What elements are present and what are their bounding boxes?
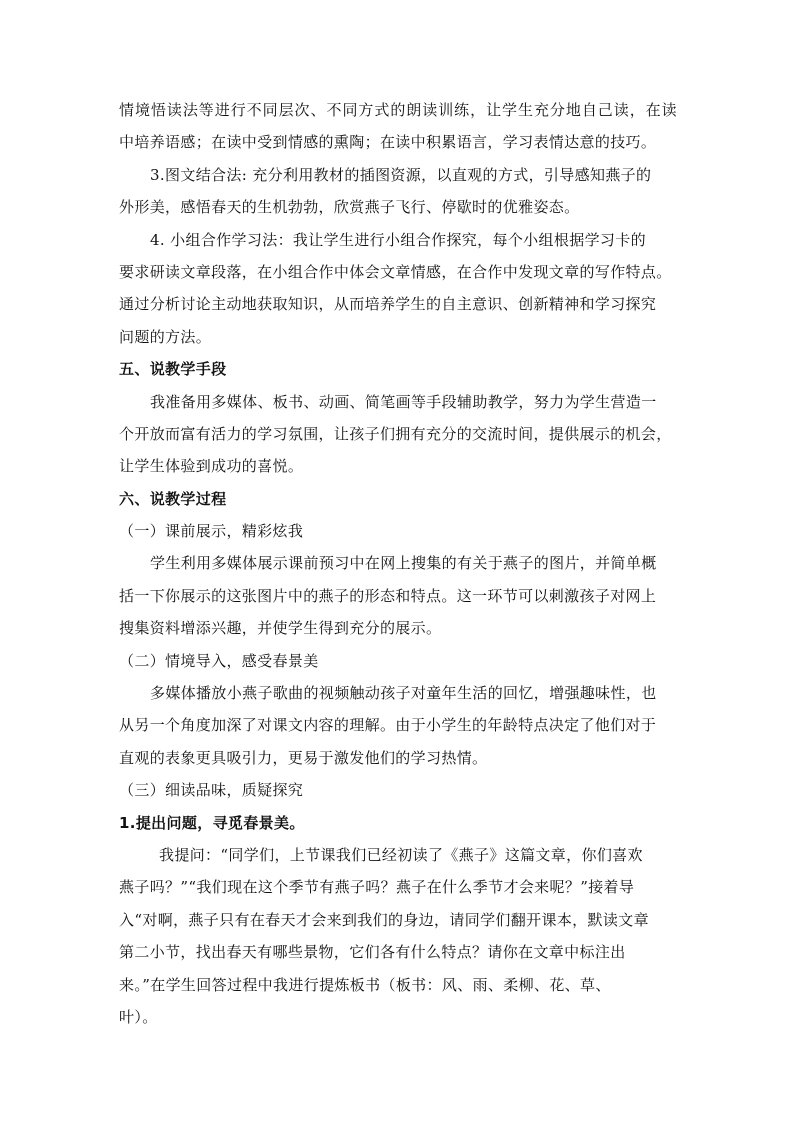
subsection-heading: （三）细读品味，质疑探究: [119, 781, 304, 800]
paragraph-line: 学生利用多媒体展示课前预习中在网上搜集的有关于燕子的图片，并简单概: [150, 554, 657, 573]
paragraph-line: 通过分析讨论主动地获取知识，从而培养学生的自主意识、创新精神和学习探究: [119, 295, 657, 314]
paragraph-line: 来。”在学生回答过程中我进行提炼板书（板书：风、雨、柔柳、花、草、: [119, 975, 611, 994]
paragraph-line: 多媒体播放小燕子歌曲的视频触动孩子对童年生活的回忆，增强趣味性，也: [150, 684, 657, 703]
paragraph-line: 要求研读文章段落，在小组合作中体会文章情感，在合作中发现文章的写作特点。: [119, 262, 672, 281]
paragraph-line: 叶）。: [119, 1007, 158, 1026]
subsection-heading: （二）情境导入，感受春景美: [119, 651, 319, 670]
paragraph-line: 括一下你展示的这张图片中的燕子的形态和特点。这一环节可以刺激孩子对网上: [119, 586, 657, 605]
paragraph-line: 搜集资料增添兴趣，并使学生得到充分的展示。: [119, 619, 442, 638]
paragraph-line: 入“对啊，燕子只有在春天才会来到我们的身边，请同学们翻开课本，默读文章: [119, 910, 649, 929]
paragraph-line: 情境悟读法等进行不同层次、不同方式的朗读训练，让学生充分地自己读，在读: [119, 101, 677, 119]
paragraph-line: 让学生体验到成功的喜悦。: [119, 457, 304, 476]
paragraph-line: 4. 小组合作学习法：我让学生进行小组合作探究，每个小组根据学习卡的: [150, 230, 646, 249]
paragraph-line: 问题的方法。: [119, 327, 212, 346]
paragraph-line: 我准备用多媒体、板书、动画、简笔画等手段辅助教学，努力为学生营造一: [150, 392, 657, 411]
point-heading: 1.提出问题，寻觅春景美。: [119, 813, 305, 832]
section-heading: 五、说教学手段: [119, 360, 227, 379]
paragraph-line: 从另一个角度加深了对课文内容的理解。由于小学生的年龄特点决定了他们对于: [119, 716, 657, 735]
paragraph-line: 外形美，感悟春天的生机勃勃，欣赏燕子飞行、停歇时的优雅姿态。: [119, 198, 580, 217]
document-body: [119, 94, 677, 1033]
paragraph-line: 我提问：“同学们，上节课我们已经初读了《燕子》这篇文章，你们喜欢: [159, 845, 643, 864]
paragraph-line: 第二小节，找出春天有哪些景物，它们各有什么特点？请你在文章中标注出: [119, 943, 626, 962]
paragraph-line: 中培养语感；在读中受到情感的熏陶；在读中积累语言，学习表情达意的技巧。: [119, 133, 657, 152]
paragraph-line: 3.图文结合法: 充分利用教材的插图资源，以直观的方式，引导感知燕子的: [150, 165, 652, 184]
paragraph-line: 个开放而富有活力的学习氛围，让孩子们拥有充分的交流时间，提供展示的机会，: [119, 424, 672, 443]
section-heading: 六、说教学过程: [119, 489, 227, 508]
paragraph-line: 直观的表象更具吸引力，更易于激发他们的学习热情。: [119, 748, 488, 767]
paragraph-line: 燕子吗？”“我们现在这个季节有燕子吗？燕子在什么季节才会来呢？”接着导: [119, 878, 635, 897]
subsection-heading: （一）课前展示，精彩炫我: [119, 522, 304, 541]
